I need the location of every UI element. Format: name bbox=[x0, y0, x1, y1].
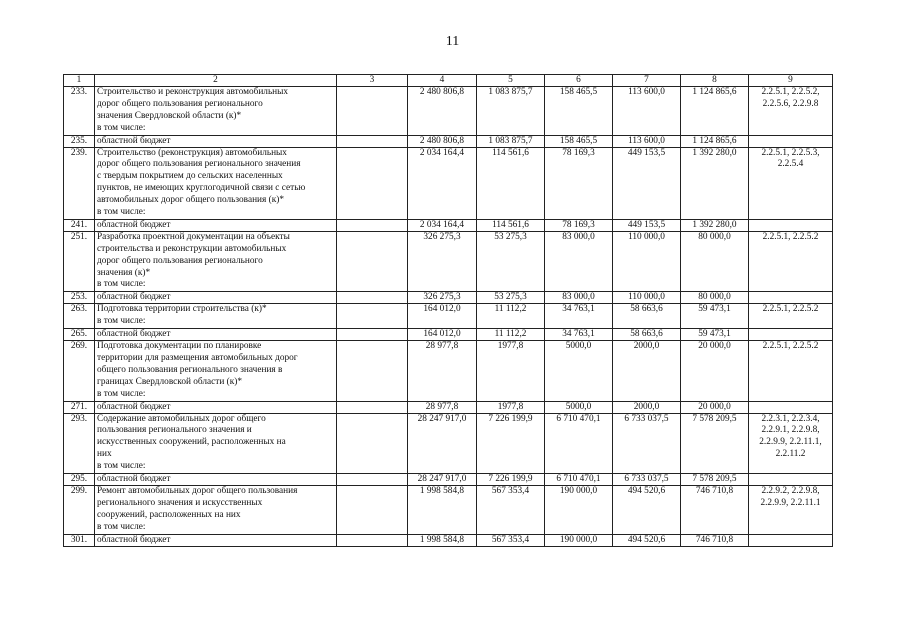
value-col-6-cell: 6 710 470,1 bbox=[545, 413, 613, 473]
reference-line: 2.2.5.1, 2.2.5.2, bbox=[761, 87, 820, 97]
value-col-5-cell: 53 275,3 bbox=[477, 231, 545, 291]
table-row bbox=[64, 304, 833, 329]
value-col-8-cell: 746 710,8 bbox=[681, 534, 749, 546]
row-number-cell: 301. bbox=[64, 534, 95, 546]
column-header: 1 bbox=[64, 75, 95, 87]
reference-line: 2.2.9.9, 2.2.11.1, bbox=[759, 437, 822, 448]
references-cell bbox=[749, 147, 833, 219]
column-header: 6 bbox=[545, 75, 613, 87]
column-header: 2 bbox=[95, 75, 337, 87]
reference-line: 2.2.9.2, 2.2.9.8, bbox=[761, 486, 820, 497]
description-line: с твердым покрытием до сельских населенных bbox=[97, 171, 283, 182]
value-col-6-cell: 78 169,3 bbox=[545, 219, 613, 231]
description-line: областной бюджет bbox=[97, 292, 171, 303]
description-line: в том числе: bbox=[97, 207, 146, 218]
description-line: территории для размещения автомобильных дорог bbox=[97, 353, 298, 364]
description-line: автомобильных дорог общего пользования (к)* bbox=[97, 195, 284, 206]
value-col-5-cell: 114 561,6 bbox=[477, 219, 545, 231]
description-cell bbox=[95, 474, 337, 486]
page-number: 11 bbox=[445, 34, 460, 49]
column-header: 7 bbox=[613, 75, 681, 87]
description-cell bbox=[95, 401, 337, 413]
references-cell bbox=[749, 486, 833, 535]
subtotal-row bbox=[64, 292, 833, 304]
column-3-cell bbox=[337, 304, 408, 329]
subtotal-row bbox=[64, 329, 833, 341]
value-col-7-cell: 449 153,5 bbox=[613, 219, 681, 231]
description-line: в том числе: bbox=[97, 388, 146, 399]
subtotal-row bbox=[64, 219, 833, 231]
value-col-7-cell: 449 153,5 bbox=[613, 147, 681, 219]
description-line: в том числе: bbox=[97, 521, 146, 532]
value-col-5-cell: 1977,8 bbox=[477, 341, 545, 401]
value-col-8-cell: 1 392 280,0 bbox=[681, 147, 749, 219]
subtotal-row bbox=[64, 534, 833, 546]
value-col-6-cell: 6 710 470,1 bbox=[545, 474, 613, 486]
references-cell bbox=[749, 329, 833, 341]
value-col-7-cell: 58 663,6 bbox=[613, 329, 681, 341]
description-line: областной бюджет bbox=[97, 474, 171, 485]
references-cell bbox=[749, 341, 833, 401]
description-cell bbox=[95, 292, 337, 304]
value-col-5-cell: 567 353,4 bbox=[477, 534, 545, 546]
value-col-5-cell: 11 112,2 bbox=[477, 329, 545, 341]
value-col-8-cell: 746 710,8 bbox=[681, 486, 749, 535]
description-line: пользования регионального значения и bbox=[97, 425, 252, 436]
table-row bbox=[64, 87, 833, 136]
header-row bbox=[64, 75, 833, 87]
description-line: Строительство (реконструкция) автомобильных bbox=[97, 147, 287, 158]
reference-line: 2.2.5.1, 2.2.5.3, bbox=[761, 147, 820, 158]
description-line: Содержание автомобильных дорог общего bbox=[97, 413, 266, 424]
column-3-cell bbox=[337, 219, 408, 231]
row-number-cell: 239. bbox=[64, 147, 95, 219]
table-row bbox=[64, 486, 833, 535]
reference-line: 2.2.11.2 bbox=[775, 449, 806, 460]
description-line: регионального значения и искусственных bbox=[97, 497, 263, 508]
column-3-cell bbox=[337, 147, 408, 219]
description-cell bbox=[95, 341, 337, 401]
description-line: Подготовка документации по планировке bbox=[97, 341, 262, 352]
value-col-7-cell: 113 600,0 bbox=[613, 87, 681, 136]
subtotal-row bbox=[64, 474, 833, 486]
row-number-cell: 235. bbox=[64, 135, 95, 147]
value-col-8-cell: 59 473,1 bbox=[681, 329, 749, 341]
description-cell bbox=[95, 135, 337, 147]
row-number-cell: 295. bbox=[64, 474, 95, 486]
column-3-cell bbox=[337, 231, 408, 291]
references-cell bbox=[749, 534, 833, 546]
row-number-cell: 293. bbox=[64, 413, 95, 473]
value-col-8-cell: 59 473,1 bbox=[681, 304, 749, 329]
description-cell bbox=[95, 534, 337, 546]
references-cell bbox=[749, 219, 833, 231]
value-col-5-cell: 1 083 875,7 bbox=[477, 135, 545, 147]
row-number-cell: 263. bbox=[64, 304, 95, 329]
subtotal-row bbox=[64, 401, 833, 413]
row-number-cell: 265. bbox=[64, 329, 95, 341]
reference-line: 2.2.9.9, 2.2.11.1 bbox=[760, 497, 821, 508]
value-col-5-cell: 567 353,4 bbox=[477, 486, 545, 535]
value-col-8-cell: 7 578 209,5 bbox=[681, 413, 749, 473]
column-3-cell bbox=[337, 329, 408, 341]
description-line: пунктов, не имеющих круглогодичной связи с сетью bbox=[97, 183, 306, 194]
value-col-6-cell: 83 000,0 bbox=[545, 292, 613, 304]
description-line: строительства и реконструкции автомобильных bbox=[97, 243, 287, 254]
value-col-6-cell: 190 000,0 bbox=[545, 486, 613, 535]
value-col-7-cell: 6 733 037,5 bbox=[613, 474, 681, 486]
value-col-4-cell: 1 998 584,8 bbox=[408, 486, 477, 535]
value-col-8-cell: 1 392 280,0 bbox=[681, 219, 749, 231]
row-number-cell: 271. bbox=[64, 401, 95, 413]
description-line: дорог общего пользования регионального bbox=[97, 98, 263, 109]
description-line: областной бюджет bbox=[97, 534, 171, 545]
value-col-4-cell: 326 275,3 bbox=[408, 231, 477, 291]
description-line: в том числе: bbox=[97, 279, 146, 290]
description-line: значения Свердловской области (к)* bbox=[97, 110, 242, 121]
column-3-cell bbox=[337, 135, 408, 147]
row-number-cell: 241. bbox=[64, 219, 95, 231]
column-header: 8 bbox=[681, 75, 749, 87]
references-cell bbox=[749, 135, 833, 147]
value-col-4-cell: 28 247 917,0 bbox=[408, 474, 477, 486]
description-line: Строительство и реконструкция автомобильных bbox=[97, 87, 289, 97]
value-col-5-cell: 11 112,2 bbox=[477, 304, 545, 329]
value-col-7-cell: 494 520,6 bbox=[613, 486, 681, 535]
table-row bbox=[64, 413, 833, 473]
value-col-4-cell: 164 012,0 bbox=[408, 304, 477, 329]
description-cell bbox=[95, 231, 337, 291]
references-cell bbox=[749, 231, 833, 291]
description-line: областной бюджет bbox=[97, 401, 171, 412]
value-col-7-cell: 110 000,0 bbox=[613, 231, 681, 291]
value-col-4-cell: 28 977,8 bbox=[408, 341, 477, 401]
value-col-4-cell: 2 480 806,8 bbox=[408, 87, 477, 136]
reference-line: 2.2.5.1, 2.2.5.2 bbox=[762, 341, 819, 352]
value-col-7-cell: 110 000,0 bbox=[613, 292, 681, 304]
description-cell bbox=[95, 413, 337, 473]
description-cell bbox=[95, 87, 337, 136]
row-number-cell: 251. bbox=[64, 231, 95, 291]
references-cell bbox=[749, 413, 833, 473]
value-col-7-cell: 2000,0 bbox=[613, 401, 681, 413]
value-col-5-cell: 114 561,6 bbox=[477, 147, 545, 219]
value-col-6-cell: 158 465,5 bbox=[545, 87, 613, 136]
references-cell bbox=[749, 292, 833, 304]
value-col-8-cell: 7 578 209,5 bbox=[681, 474, 749, 486]
description-line: искусственных сооружений, расположенных на bbox=[97, 437, 286, 448]
description-line: областной бюджет bbox=[97, 329, 171, 340]
description-line: них bbox=[97, 449, 112, 460]
value-col-8-cell: 20 000,0 bbox=[681, 341, 749, 401]
value-col-4-cell: 164 012,0 bbox=[408, 329, 477, 341]
value-col-7-cell: 494 520,6 bbox=[613, 534, 681, 546]
description-line: областной бюджет bbox=[97, 135, 171, 146]
references-cell bbox=[749, 474, 833, 486]
reference-line: 2.2.5.1, 2.2.5.2 bbox=[762, 304, 819, 315]
value-col-4-cell: 1 998 584,8 bbox=[408, 534, 477, 546]
description-line: в том числе: bbox=[97, 122, 146, 133]
description-line: сооружений, расположенных на них bbox=[97, 509, 241, 520]
description-line: общего пользования регионального значения в bbox=[97, 364, 283, 375]
value-col-8-cell: 80 000,0 bbox=[681, 292, 749, 304]
references-cell bbox=[749, 87, 833, 136]
row-number-cell: 299. bbox=[64, 486, 95, 535]
value-col-7-cell: 58 663,6 bbox=[613, 304, 681, 329]
description-cell bbox=[95, 486, 337, 535]
column-header: 4 bbox=[408, 75, 477, 87]
value-col-5-cell: 1 083 875,7 bbox=[477, 87, 545, 136]
value-col-6-cell: 34 763,1 bbox=[545, 304, 613, 329]
value-col-8-cell: 80 000,0 bbox=[681, 231, 749, 291]
description-cell bbox=[95, 219, 337, 231]
value-col-6-cell: 5000,0 bbox=[545, 341, 613, 401]
table-row bbox=[64, 147, 833, 219]
value-col-5-cell: 53 275,3 bbox=[477, 292, 545, 304]
value-col-7-cell: 6 733 037,5 bbox=[613, 413, 681, 473]
column-3-cell bbox=[337, 401, 408, 413]
value-col-7-cell: 2000,0 bbox=[613, 341, 681, 401]
description-line: дорог общего пользования регионального bbox=[97, 255, 263, 266]
column-header: 5 bbox=[477, 75, 545, 87]
description-line: в том числе: bbox=[97, 461, 146, 472]
reference-line: 2.2.5.1, 2.2.5.2 bbox=[762, 231, 819, 242]
description-cell bbox=[95, 147, 337, 219]
description-line: дорог общего пользования регионального значения bbox=[97, 159, 301, 170]
value-col-6-cell: 190 000,0 bbox=[545, 534, 613, 546]
description-line: Подготовка территории строительства (к)* bbox=[97, 304, 267, 315]
column-header: 3 bbox=[337, 75, 408, 87]
value-col-6-cell: 78 169,3 bbox=[545, 147, 613, 219]
reference-line: 2.2.3.1, 2.2.3.4, bbox=[761, 413, 820, 424]
description-line: в том числе: bbox=[97, 316, 146, 327]
column-3-cell bbox=[337, 87, 408, 136]
value-col-4-cell: 2 034 164,4 bbox=[408, 147, 477, 219]
description-line: значения (к)* bbox=[97, 267, 151, 278]
value-col-6-cell: 5000,0 bbox=[545, 401, 613, 413]
column-header: 9 bbox=[749, 75, 833, 87]
value-col-6-cell: 34 763,1 bbox=[545, 329, 613, 341]
table-row bbox=[64, 341, 833, 401]
description-cell bbox=[95, 329, 337, 341]
value-col-4-cell: 2 480 806,8 bbox=[408, 135, 477, 147]
description-line: областной бюджет bbox=[97, 219, 171, 230]
table-body bbox=[64, 87, 833, 547]
value-col-6-cell: 158 465,5 bbox=[545, 135, 613, 147]
value-col-8-cell: 1 124 865,6 bbox=[681, 135, 749, 147]
reference-line: 2.2.5.6, 2.2.9.8 bbox=[762, 98, 819, 109]
description-cell bbox=[95, 304, 337, 329]
column-3-cell bbox=[337, 534, 408, 546]
value-col-4-cell: 326 275,3 bbox=[408, 292, 477, 304]
value-col-7-cell: 113 600,0 bbox=[613, 135, 681, 147]
references-cell bbox=[749, 304, 833, 329]
value-col-4-cell: 2 034 164,4 bbox=[408, 219, 477, 231]
column-3-cell bbox=[337, 292, 408, 304]
value-col-5-cell: 1977,8 bbox=[477, 401, 545, 413]
table-row bbox=[64, 231, 833, 291]
row-number-cell: 253. bbox=[64, 292, 95, 304]
value-col-5-cell: 7 226 199,9 bbox=[477, 413, 545, 473]
value-col-4-cell: 28 247 917,0 bbox=[408, 413, 477, 473]
column-3-cell bbox=[337, 413, 408, 473]
column-3-cell bbox=[337, 474, 408, 486]
description-line: Ремонт автомобильных дорог общего пользования bbox=[97, 486, 298, 497]
column-3-cell bbox=[337, 486, 408, 535]
description-line: Разработка проектной документации на объекты bbox=[97, 231, 290, 242]
column-3-cell bbox=[337, 341, 408, 401]
row-number-cell: 269. bbox=[64, 341, 95, 401]
value-col-8-cell: 1 124 865,6 bbox=[681, 87, 749, 136]
value-col-5-cell: 7 226 199,9 bbox=[477, 474, 545, 486]
description-line: границах Свердловской области (к)* bbox=[97, 376, 243, 387]
reference-line: 2.2.5.4 bbox=[777, 159, 804, 170]
value-col-8-cell: 20 000,0 bbox=[681, 401, 749, 413]
references-cell bbox=[749, 401, 833, 413]
subtotal-row bbox=[64, 135, 833, 147]
reference-line: 2.2.9.1, 2.2.9.8, bbox=[761, 425, 820, 436]
row-number-cell: 233. bbox=[64, 87, 95, 136]
budget-table bbox=[63, 74, 833, 547]
value-col-4-cell: 28 977,8 bbox=[408, 401, 477, 413]
value-col-6-cell: 83 000,0 bbox=[545, 231, 613, 291]
